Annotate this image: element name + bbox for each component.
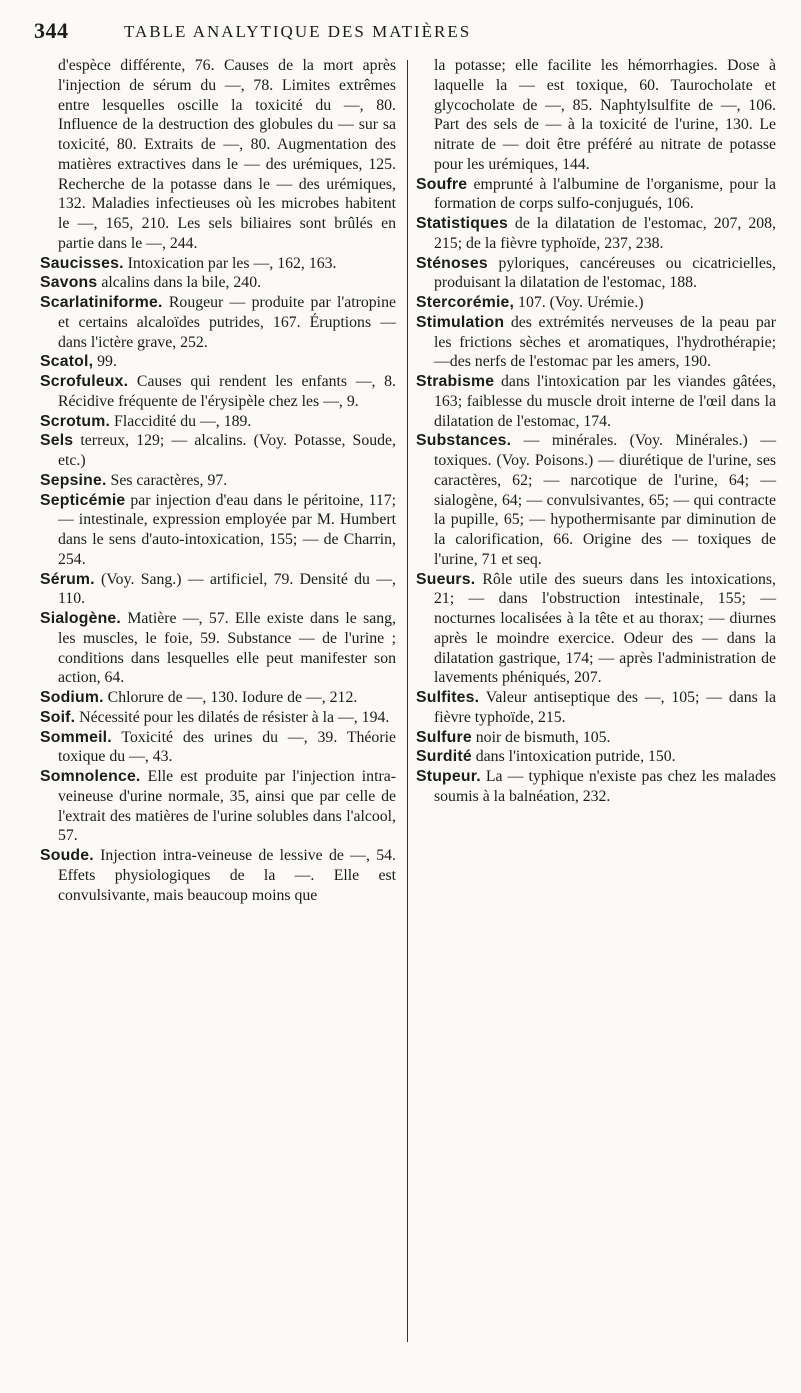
- entry-headword: Septicémie: [40, 491, 126, 509]
- entry-headword: Soude.: [40, 847, 94, 864]
- entry-body: Flaccidité du —, 189.: [110, 412, 252, 430]
- index-entry: [40, 412, 396, 432]
- entry-body: dans l'intoxication par les viandes gâtées, 163; faiblesse du muscle droit interne de l'œil dans la dilatation de l'estomac, 174.: [434, 373, 776, 430]
- index-entry: [416, 767, 776, 807]
- index-entry: [40, 767, 396, 846]
- index-entry: [416, 728, 776, 748]
- index-entry: [416, 372, 776, 431]
- index-entry: [416, 56, 776, 175]
- entry-body: La — typhique n'existe pas chez les malades soumis à la balnéation, 232.: [434, 768, 776, 805]
- left-column: [40, 56, 396, 905]
- index-entry: [40, 728, 396, 768]
- index-entry: [40, 293, 396, 352]
- entry-body: terreux, 129; — alcalins. (Voy. Potasse, Soude, etc.): [58, 432, 396, 469]
- index-entry: [416, 214, 776, 254]
- index-entry: [416, 431, 776, 569]
- entry-headword: Strabisme: [416, 373, 495, 390]
- index-entry: [416, 254, 776, 294]
- entry-body: Matière —, 57. Elle existe dans le sang, les muscles, le foie, 59. Substance — de l'urine ; conditions dans lesquelles elle peut manifester son action, 64.: [58, 610, 396, 687]
- entry-body: emprunté à l'albumine de l'organisme, pour la formation de corps sulfo-conjugués, 106.: [434, 175, 776, 213]
- entry-headword: Surdité: [416, 748, 472, 766]
- entry-headword: Substances.: [416, 432, 512, 450]
- entry-headword: Stercorémie,: [416, 294, 515, 311]
- entry-headword: Stimulation: [416, 313, 505, 331]
- index-entry: [40, 254, 396, 274]
- page-header: [34, 16, 774, 50]
- entry-headword: Sérum.: [40, 570, 95, 588]
- index-entry: [40, 352, 396, 372]
- right-column: [416, 56, 776, 807]
- entry-headword: Savons: [40, 274, 98, 292]
- entry-body: Ses caractères, 97.: [106, 471, 228, 489]
- entry-body: noir de bismuth, 105.: [471, 728, 611, 746]
- index-entry: [40, 491, 396, 570]
- index-entry: [40, 609, 396, 688]
- page-number: 344: [34, 18, 69, 43]
- index-entry: [40, 56, 396, 254]
- entry-headword: Scarlatiniforme.: [40, 294, 163, 311]
- entry-headword: Sialogène.: [40, 610, 122, 627]
- entry-body: — minérales. (Voy. Minérales.) — toxiques. (Voy. Poisons.) — diurétique de l'urine, ses caractères, 62; — narcotique de l'urine, 64; — sialogène, 64; — convulsivantes, 65; — qui contracte la pupille, 65; — hypothermisante par diminution de la calorification, 66. Origine des — toxiques de l'urine, 71 et seq.: [434, 432, 776, 568]
- entry-headword: Somnolence.: [40, 768, 141, 785]
- entry-body: 107. (Voy. Urémie.): [514, 294, 644, 311]
- entry-headword: Stupeur.: [416, 768, 481, 785]
- index-entry: [40, 372, 396, 412]
- entry-body: dans l'intoxication putride, 150.: [471, 748, 676, 766]
- index-entry: [40, 570, 396, 610]
- index-entry: [40, 273, 396, 293]
- entry-headword: Scrofuleux.: [40, 373, 129, 390]
- index-entry: [40, 688, 396, 708]
- index-entry: [416, 175, 776, 215]
- entry-body: Injection intra-veineuse de lessive de —, 54. Effets physiologiques de la —. Elle est convulsivante, mais beaucoup moins que: [58, 847, 396, 904]
- entry-headword: Sodium.: [40, 689, 104, 706]
- index-entry: [40, 846, 396, 905]
- entry-headword: Sulfure: [416, 728, 472, 746]
- running-title: TABLE ANALYTIQUE DES MATIÈRES: [124, 22, 472, 41]
- entry-body: la potasse; elle facilite les hémorrhagies. Dose à laquelle la — est toxique, 60. Taurocholate et glycocholate de —, 85. Naphtylsulfite de —, 106. Part des sels de — à la toxicité de l'urine, 130. Le nitrate de — doit être préféré au nitrate de potasse pour les urémiques, 144.: [434, 57, 776, 173]
- index-entry: [416, 313, 776, 372]
- entry-body: Valeur antiseptique des —, 105; — dans la fièvre typhoïde, 215.: [434, 689, 776, 726]
- entry-headword: Sels: [40, 432, 74, 450]
- entry-headword: Sommeil.: [40, 728, 112, 746]
- entry-body: pyloriques, cancéreuses ou cicatricielles, produisant la dilatation de l'estomac, 188.: [434, 254, 776, 292]
- index-entry: [40, 431, 396, 471]
- index-entry: [40, 471, 396, 491]
- entry-headword: Sténoses: [416, 254, 488, 272]
- index-entry: [416, 747, 776, 767]
- entry-headword: Sepsine.: [40, 471, 107, 489]
- entry-headword: Scrotum.: [40, 412, 111, 430]
- entry-body: Nécessité pour les dilatés de résister à la —, 194.: [75, 708, 390, 726]
- entry-headword: Sueurs.: [416, 570, 476, 588]
- entry-body: Rôle utile des sueurs dans les intoxications, 21; — dans l'obstruction intestinale, 155; — nocturnes localisées à la tête et au thorax; — diurnes après le moindre exercice. Odeur des — dans la dilatation gastrique, 174; — après l'administration de lavements phéniqués, 207.: [434, 570, 776, 687]
- entry-body: d'espèce différente, 76. Causes de la mort après l'injection de sérum du —, 78. Limites extrêmes entre lesquelles oscille la toxicité du —, 80. Influence de la destruction des globules du — sur sa toxicité, 80. Extraits de —, 80. Augmentation des matières extractives dans le — des urémiques, 125. Recherche de la potasse dans le — des urémiques, 132. Maladies infectieuses où les microbes habitent le —, 165, 210. Les sels biliaires sont brûlés en partie dans le —, 244.: [58, 57, 396, 252]
- index-entry: [416, 570, 776, 689]
- entry-body: par injection d'eau dans le péritoine, 117; — intestinale, expression employée par M. Humbert dans le sens d'auto-intoxication, 155; — de Charrin, 254.: [58, 491, 396, 568]
- entry-headword: Sulfites.: [416, 689, 480, 706]
- index-entry: [40, 708, 396, 728]
- entry-body: Chlorure de —, 130. Iodure de —, 212.: [103, 689, 358, 706]
- entry-body: 99.: [93, 353, 117, 371]
- entry-body: Elle est produite par l'injection intra-veineuse d'urine normale, 35, ainsi que par celle de l'extrait des matières de l'urine solubles dans l'alcool, 57.: [58, 768, 396, 845]
- entry-headword: Soufre: [416, 175, 468, 193]
- entry-headword: Scatol,: [40, 353, 94, 371]
- entry-body: Rougeur — produite par l'atropine et certains alcaloïdes putrides, 167. Éruptions — dans l'ictère grave, 252.: [58, 294, 396, 351]
- entry-body: de la dilatation de l'estomac, 207, 208, 215; de la fièvre typhoïde, 237, 238.: [434, 215, 776, 252]
- entry-headword: Saucisses.: [40, 254, 124, 272]
- entry-headword: Soif.: [40, 708, 76, 726]
- index-entry: [416, 293, 776, 313]
- index-entry: [416, 688, 776, 728]
- column-divider: [407, 60, 408, 1342]
- entry-headword: Statistiques: [416, 215, 508, 232]
- entry-body: Intoxication par les —, 162, 163.: [123, 254, 337, 272]
- entry-body: des extrémités nerveuses de la peau par les frictions sèches et aromatiques, l'hydrothérapie; —des nerfs de l'estomac par les amers, 190.: [434, 313, 776, 371]
- entry-body: alcalins dans la bile, 240.: [97, 274, 262, 292]
- entry-body: Toxicité des urines du —, 39. Théorie toxique du —, 43.: [58, 728, 396, 766]
- entry-body: (Voy. Sang.) — artificiel, 79. Densité du —, 110.: [58, 570, 396, 608]
- entry-body: Causes qui rendent les enfants —, 8. Récidive fréquente de l'érysipèle chez les —, 9.: [58, 373, 396, 410]
